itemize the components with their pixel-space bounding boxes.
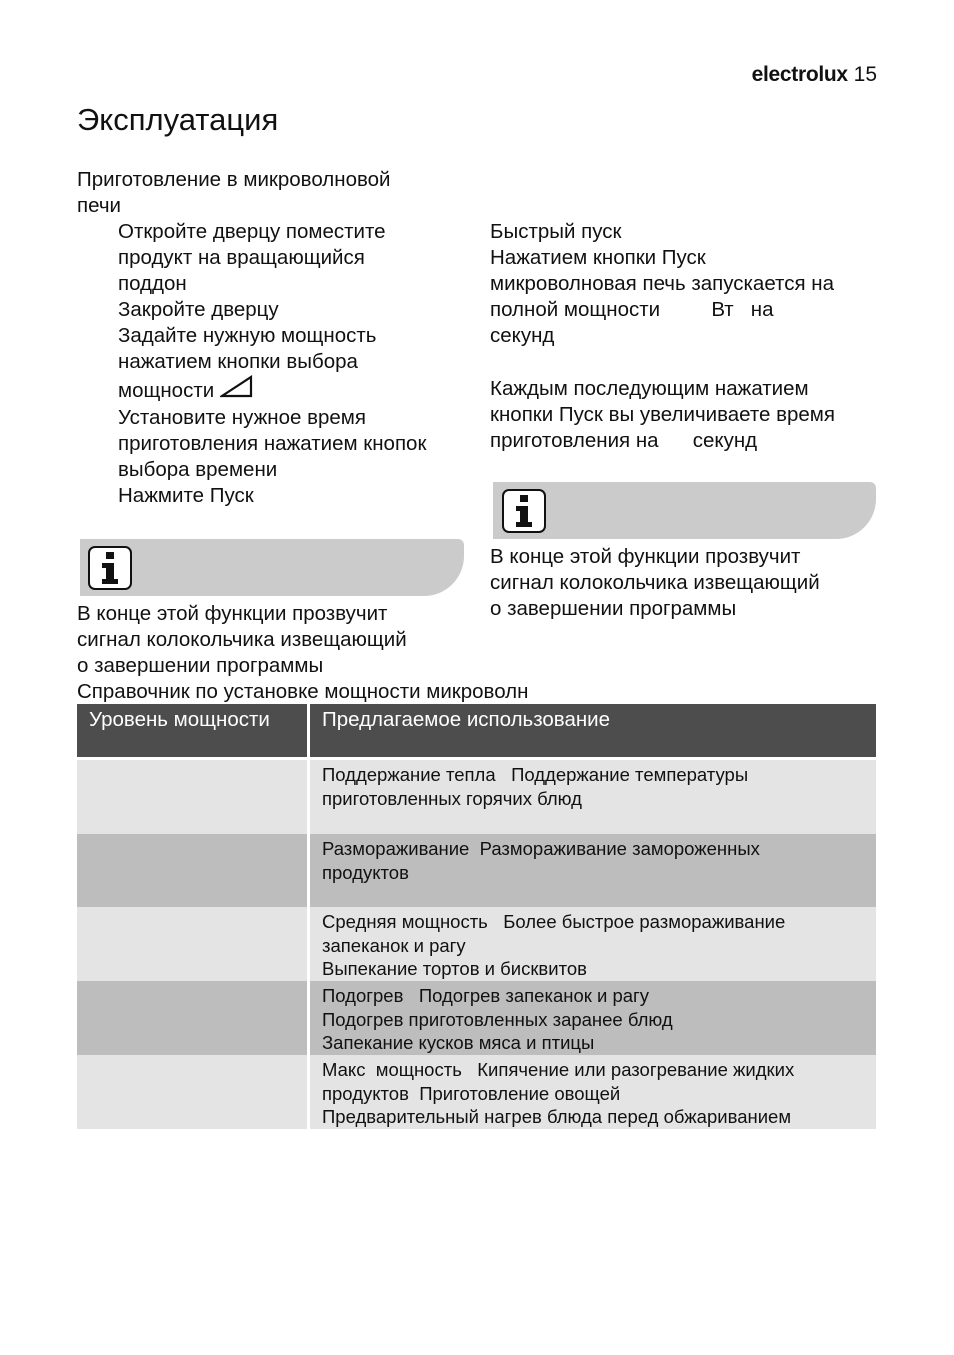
column-header-usage: Предлагаемое использование	[309, 704, 877, 757]
info-icon	[502, 489, 546, 533]
step-line: Задайте нужную мощность	[118, 324, 377, 347]
level-cell	[77, 907, 309, 981]
page-title: Эксплуатация	[77, 102, 279, 137]
usage-cell: Средняя мощность Более быстрое размораживание запеканок и рагу Выпекание тортов и бисквитов	[309, 907, 877, 981]
usage-cell: Поддержание тепла Поддержание температуры приготовленных горячих блюд	[309, 760, 877, 834]
level-cell	[77, 981, 309, 1055]
power-level-table	[77, 704, 876, 1129]
table-row	[77, 834, 876, 907]
info-band-left	[80, 539, 464, 596]
page-header	[752, 63, 877, 87]
brand-logo: electrolux	[751, 63, 848, 86]
step-line: Закройте дверцу	[118, 298, 279, 321]
info-note-left: В конце этой функции прозвучит сигнал колокольчика извещающий о завершении программы	[77, 602, 407, 677]
step-line: Откройте дверцу поместите	[118, 220, 386, 243]
level-cell	[77, 760, 309, 834]
info-icon	[88, 546, 132, 590]
table-header-row	[77, 704, 876, 757]
table-row	[77, 760, 876, 834]
step-line: продукт на вращающийся	[118, 246, 365, 269]
table-title: Справочник по установке мощности микроволн	[77, 680, 529, 703]
column-header-level: Уровень мощности	[77, 704, 309, 757]
quick-start-paragraph: Быстрый пуск Нажатием кнопки Пуск микроволновая печь запускается на полной мощности Вт на секунд	[490, 220, 834, 347]
usage-cell: Макс мощность Кипячение или разогревание жидких продуктов Приготовление овощей Предварительный нагрев блюда перед обжариванием	[309, 1055, 877, 1129]
table-row	[77, 907, 876, 981]
page-number: 15	[853, 63, 877, 86]
power-triangle-icon	[220, 375, 254, 399]
step-line: Установите нужное время	[118, 406, 367, 429]
step-line: Нажмите Пуск	[118, 484, 254, 507]
step-line: поддон	[118, 272, 187, 295]
section-heading: Приготовление в микроволновой печи	[77, 168, 391, 217]
level-cell	[77, 834, 309, 907]
steps-list	[118, 219, 478, 509]
usage-cell: Подогрев Подогрев запеканок и рагу Подогрев приготовленных заранее блюд Запекание кусков мяса и птицы	[309, 981, 877, 1055]
step-line: мощности	[118, 375, 478, 405]
info-note-right: В конце этой функции прозвучит сигнал колокольчика извещающий о завершении программы	[490, 545, 820, 620]
step-line: приготовления нажатием кнопок	[118, 432, 427, 455]
step-line: нажатием кнопки выбора	[118, 350, 358, 373]
usage-cell: Размораживание Размораживание замороженных продуктов	[309, 834, 877, 907]
level-cell	[77, 1055, 309, 1129]
table-row	[77, 1055, 876, 1129]
increment-paragraph: Каждым последующим нажатием кнопки Пуск вы увеличиваете время приготовления на секунд	[490, 377, 835, 452]
table-row	[77, 981, 876, 1055]
step-line: выбора времени	[118, 458, 278, 481]
info-band-right	[493, 482, 876, 539]
